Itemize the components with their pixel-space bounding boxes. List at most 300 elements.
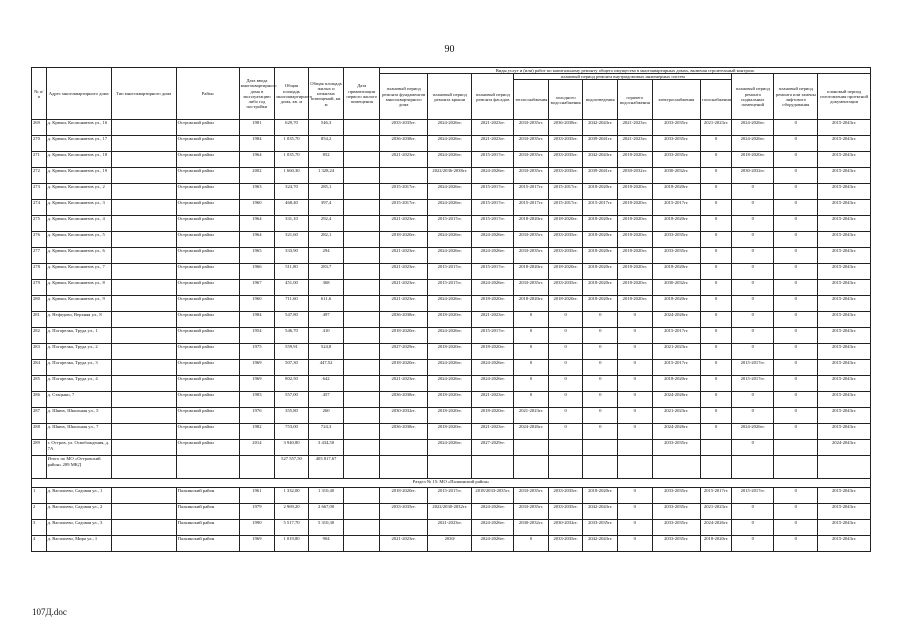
header-roof: плановый период ремонта крыши — [428, 74, 472, 120]
cell-base: 0 — [732, 232, 774, 248]
cell-type — [111, 120, 176, 136]
cell-roof: 2018-2020гг. — [428, 312, 472, 328]
cell-elec: 2033-2035гг. — [652, 440, 700, 456]
cell-sew: 2033-2035гг. — [583, 520, 618, 536]
cell-hot: 2018-2020гг. — [618, 152, 653, 168]
cell-cold: 0 — [548, 392, 583, 408]
cell-a1: 355,80 — [275, 408, 309, 424]
cell-cold: 0 — [548, 344, 583, 360]
header-facade: плановый период ремонта фасадов — [472, 74, 514, 120]
cell-addr: д. Крюки, Космонавтов ул., 19 — [46, 168, 111, 184]
cell-fac: 2018-2020гг. — [472, 296, 514, 312]
cell-n: 284 — [32, 360, 47, 376]
cell-year: 1983 — [239, 392, 275, 408]
table-row — [32, 488, 871, 504]
cell-docs: 2015-2043гг. — [818, 232, 871, 248]
cell-heat: 2015-2017гг. — [514, 200, 549, 216]
cell-elec: 2033-2035гг. — [652, 152, 700, 168]
cell-type — [111, 280, 176, 296]
cell-a1: 511,80 — [275, 264, 309, 280]
cell-hot: 2018-2020гг. — [618, 248, 653, 264]
cell-fac: 2024-2026гг. — [472, 536, 514, 552]
cell-docs: 2015-2043гг. — [818, 360, 871, 376]
cell-a2: 260 — [308, 408, 344, 424]
cell-fund: 2018-2020гг. — [380, 488, 428, 504]
cell-type — [111, 232, 176, 248]
cell-addr: д. Шнюх, Школьная ул., 7 — [46, 424, 111, 440]
cell-type — [111, 248, 176, 264]
cell-priv — [344, 136, 380, 152]
cell-dist: Островский район — [176, 184, 239, 200]
cell-heat: 2030-2032гг. — [514, 520, 549, 536]
cell-heat: 0 — [514, 360, 549, 376]
cell-fac: 2015-2017гг. — [472, 200, 514, 216]
cell-gas: 0 — [700, 136, 731, 152]
table-body-palkino — [32, 488, 871, 552]
cell-roof: 2024-2026гг. — [428, 232, 472, 248]
cell-lift: 0 — [774, 136, 818, 152]
cell-docs: 2015-2043гг. — [818, 328, 871, 344]
cell-priv — [344, 216, 380, 232]
cell-elec: 2033-2035гг. — [652, 536, 700, 552]
cell-docs: 2015-2043гг. — [818, 376, 871, 392]
cell-gas: 0 — [700, 152, 731, 168]
table-row — [32, 504, 871, 520]
cell-gas: 2021-2023гг. — [700, 504, 731, 520]
cell-fund: 2033-2035гг. — [380, 120, 428, 136]
cell-a2: 294 — [308, 248, 344, 264]
table-row — [32, 312, 871, 328]
cell-gas: 0 — [700, 424, 731, 440]
cell-fund: 2021-2023гг. — [380, 280, 428, 296]
cell-n: 288 — [32, 424, 47, 440]
cell-hot: 2018-2020гг. — [618, 232, 653, 248]
cell-sew: 2018-2020гг. — [583, 184, 618, 200]
cell-gas: 2015-2017гг. — [700, 488, 731, 504]
header-elec: электроснабжения — [652, 80, 700, 120]
cell-year: 1964 — [239, 152, 275, 168]
cell-roof: 2024-2026гг. — [428, 184, 472, 200]
cell-n: 283 — [32, 344, 47, 360]
cell-dist: Палкинский район — [176, 520, 239, 536]
cell-a1: 507,30 — [275, 360, 309, 376]
cell-hot — [618, 440, 653, 456]
cell-sew: 0 — [583, 344, 618, 360]
cell-year: 1960 — [239, 200, 275, 216]
cell-hot: 0 — [618, 344, 653, 360]
cell-priv — [344, 232, 380, 248]
cell-base: 0 — [732, 184, 774, 200]
cell-addr: д. Погорелка, Труда ул., 4 — [46, 376, 111, 392]
cell-a1: 324,70 — [275, 184, 309, 200]
cell-priv — [344, 264, 380, 280]
cell-a1: 546,70 — [275, 328, 309, 344]
cell-year: 1963 — [239, 184, 275, 200]
cell-base: 2018-2020гг. — [732, 152, 774, 168]
cell-gas: 0 — [700, 408, 731, 424]
cell-lift: 0 — [774, 168, 818, 184]
cell-docs: 2024-2043гг. — [818, 440, 871, 456]
cell-heat: 0 — [514, 328, 549, 344]
cell-sew: 2039-2041гг. — [583, 136, 618, 152]
cell-lift: 0 — [774, 184, 818, 200]
cell-dist: Островский район — [176, 392, 239, 408]
cell-heat: 2033-2035гг. — [514, 136, 549, 152]
cell-gas: 2018-2020гг. — [700, 536, 731, 552]
cell-cold: 0 — [548, 424, 583, 440]
cell-cold: 0 — [548, 360, 583, 376]
cell-base: 0 — [732, 504, 774, 520]
cell-addr: д. Васильево, Мира ул., 1 — [46, 536, 111, 552]
table-row — [32, 328, 871, 344]
cell-priv — [344, 328, 380, 344]
cell-priv — [344, 536, 380, 552]
cell-base: 0 — [732, 312, 774, 328]
cell-sew — [583, 440, 618, 456]
cell-fac: 2021-2023гг. — [472, 136, 514, 152]
cell-dist: Островский район — [176, 120, 239, 136]
cell-docs: 2015-2043гг. — [818, 392, 871, 408]
cell-fund: 2015-2017гг. — [380, 184, 428, 200]
cell-n: 269 — [32, 120, 47, 136]
header-living-area: Общая площадь жилых и нежилых помещений, кв. м — [308, 68, 344, 120]
cell-a2: 368 — [308, 280, 344, 296]
cell-type — [111, 296, 176, 312]
cell-elec: 2033-2035гг. — [652, 232, 700, 248]
cell-addr: д. Васильево, Садовая ул., 1 — [46, 488, 111, 504]
total-living-area: 405 817,67 — [308, 456, 344, 479]
cell-addr: д. Крюки, Космонавтов ул., 3 — [46, 200, 111, 216]
cell-base: 0 — [732, 408, 774, 424]
cell-fac: 2024-2026гг. — [472, 248, 514, 264]
cell-priv — [344, 200, 380, 216]
cell-sew: 2018-2020гг. — [583, 216, 618, 232]
cell-cold: 2033-2035гг. — [548, 152, 583, 168]
cell-fac: 2024-2026гг. — [472, 504, 514, 520]
cell-hot: 0 — [618, 376, 653, 392]
table-row — [32, 216, 871, 232]
cell-sew: 0 — [583, 424, 618, 440]
cell-fund: 2021-2023гг. — [380, 216, 428, 232]
cell-heat: 2015-2017гг. — [514, 184, 549, 200]
cell-roof: 2024-2026гг. — [428, 248, 472, 264]
cell-addr: д. Крюки, Космонавтов ул., 7 — [46, 264, 111, 280]
cell-roof: 2024-2026гг. — [428, 440, 472, 456]
cell-base: 2015-2017гг. — [732, 360, 774, 376]
cell-a1: 321,60 — [275, 232, 309, 248]
cell-n: 271 — [32, 152, 47, 168]
cell-n: 276 — [32, 232, 47, 248]
cell-a1: 559,91 — [275, 344, 309, 360]
cell-lift: 0 — [774, 504, 818, 520]
table-row — [32, 408, 871, 424]
header-basement: плановый период ремонта подвальных помещений — [732, 74, 774, 120]
cell-type — [111, 136, 176, 152]
cell-lift: 0 — [774, 200, 818, 216]
cell-heat — [514, 440, 549, 456]
cell-a2: 282,1 — [308, 232, 344, 248]
table-row — [32, 440, 871, 456]
cell-sew: 2018-2020гг. — [583, 232, 618, 248]
capital-repair-table-wrapper — [31, 67, 871, 552]
cell-dist: Островский район — [176, 408, 239, 424]
cell-heat: 0 — [514, 312, 549, 328]
cell-n: 275 — [32, 216, 47, 232]
cell-dist: Островский район — [176, 216, 239, 232]
cell-a1: 547,80 — [275, 312, 309, 328]
cell-cold: 0 — [548, 376, 583, 392]
cell-elec: 2018-2020гг. — [652, 216, 700, 232]
table-row — [32, 520, 871, 536]
cell-fac: 2024-2026гг. — [472, 376, 514, 392]
header-sewer: водоотведения — [583, 80, 618, 120]
cell-sew: 2018-2020гг. — [583, 280, 618, 296]
cell-heat: 2018-2020гг. — [514, 264, 549, 280]
cell-fac: 2021-2023гг. — [472, 120, 514, 136]
cell-fund — [380, 520, 428, 536]
cell-priv — [344, 424, 380, 440]
cell-sew: 0 — [583, 376, 618, 392]
cell-type — [111, 200, 176, 216]
cell-docs: 2015-2043гг. — [818, 424, 871, 440]
cell-a1: 1 035,70 — [275, 136, 309, 152]
cell-base: 0 — [732, 520, 774, 536]
cell-base: 2024-2026гг. — [732, 136, 774, 152]
header-district: Район — [176, 68, 239, 120]
cell-sew: 0 — [583, 360, 618, 376]
cell-base: 2024-2026гг. — [732, 424, 774, 440]
cell-elec: 2018-2020гг. — [652, 184, 700, 200]
cell-base: 2024-2026гг. — [732, 120, 774, 136]
cell-addr: д. Крюки, Космонавтов ул., 16 — [46, 120, 111, 136]
cell-fac: 2021-2023гг. — [472, 392, 514, 408]
cell-sew: 2015-2017гг. — [583, 200, 618, 216]
cell-year: 1982 — [239, 424, 275, 440]
cell-priv — [344, 248, 380, 264]
cell-docs: 2015-2043гг. — [818, 152, 871, 168]
cell-n: 287 — [32, 408, 47, 424]
cell-priv — [344, 504, 380, 520]
cell-a2: 2 667,00 — [308, 504, 344, 520]
cell-elec: 2024-2026гг. — [652, 312, 700, 328]
cell-priv — [344, 312, 380, 328]
cell-fac: 2015-2017гг. — [472, 216, 514, 232]
cell-cold: 2015-2017гг. — [548, 184, 583, 200]
cell-year: 1961 — [239, 488, 275, 504]
cell-gas: 0 — [700, 392, 731, 408]
cell-hot: 0 — [618, 408, 653, 424]
cell-roof: 2022/2030-2032гг. — [428, 504, 472, 520]
cell-year: 1981 — [239, 120, 275, 136]
cell-addr: д. Нефедово, Верхняя ул., 8 — [46, 312, 111, 328]
cell-fund: 2036-2038гг. — [380, 392, 428, 408]
cell-n: 272 — [32, 168, 47, 184]
cell-a2: 3 434,50 — [308, 440, 344, 456]
cell-a2: 285,1 — [308, 184, 344, 200]
cell-a1: 1 332,00 — [275, 488, 309, 504]
cell-lift: 0 — [774, 312, 818, 328]
cell-a1: 468,40 — [275, 200, 309, 216]
cell-fac: 2024-2026гг. — [472, 232, 514, 248]
cell-a1: 711,60 — [275, 296, 309, 312]
cell-lift: 0 — [774, 280, 818, 296]
cell-base: 0 — [732, 328, 774, 344]
cell-year: 1964 — [239, 232, 275, 248]
cell-cold: 0 — [548, 408, 583, 424]
cell-addr: д. Крюки, Космонавтов ул., 8 — [46, 280, 111, 296]
cell-fund: 2027-2029гг. — [380, 344, 428, 360]
cell-n: 3 — [32, 520, 47, 536]
cell-fac: 2018-2020гг. — [472, 344, 514, 360]
cell-heat: 0 — [514, 376, 549, 392]
cell-cold: 2018-2020гг. — [548, 264, 583, 280]
cell-a2: 852 — [308, 152, 344, 168]
cell-hot: 2018-2020гг. — [618, 216, 653, 232]
cell-n: 4 — [32, 536, 47, 552]
cell-a1: 333,90 — [275, 248, 309, 264]
cell-elec: 2033-2035гг. — [652, 504, 700, 520]
cell-addr: д. Погорелка, Труда ул., 1 — [46, 328, 111, 344]
cell-lift: 0 — [774, 232, 818, 248]
header-hot: горячего водоснабжения — [618, 80, 653, 120]
cell-docs: 2015-2043гг. — [818, 120, 871, 136]
cell-dist: Палкинский район — [176, 504, 239, 520]
cell-type — [111, 360, 176, 376]
cell-hot: 0 — [618, 312, 653, 328]
cell-heat: 0 — [514, 536, 549, 552]
cell-dist: Островский район — [176, 280, 239, 296]
cell-fund — [380, 168, 428, 184]
table-row — [32, 360, 871, 376]
table-row — [32, 264, 871, 280]
cell-fac: 2024-2026гг. — [472, 168, 514, 184]
cell-cold: 2033-2035гг. — [548, 248, 583, 264]
cell-heat: 2033-2035гг. — [514, 280, 549, 296]
cell-fac: 2024-2026гг. — [472, 360, 514, 376]
total-area: 527 557,50 — [275, 456, 309, 479]
cell-elec: 2030-2032гг. — [652, 280, 700, 296]
cell-cold: 2018-2020гг. — [548, 296, 583, 312]
cell-sew: 2018-2020гг. — [583, 248, 618, 264]
cell-a1: 1 035,70 — [275, 152, 309, 168]
cell-a1: 557,00 — [275, 392, 309, 408]
header-heat: теплоснабжения — [514, 80, 549, 120]
cell-lift: 0 — [774, 248, 818, 264]
cell-elec: 2033-2035гг. — [652, 136, 700, 152]
cell-hot: 0 — [618, 536, 653, 552]
cell-n: 280 — [32, 296, 47, 312]
cell-fund: 2021-2023гг. — [380, 152, 428, 168]
cell-year: 1969 — [239, 376, 275, 392]
cell-priv — [344, 488, 380, 504]
cell-sew: 0 — [583, 328, 618, 344]
cell-n: 1 — [32, 488, 47, 504]
cell-heat: 2024-2026гг. — [514, 424, 549, 440]
cell-lift: 0 — [774, 408, 818, 424]
cell-type — [111, 376, 176, 392]
cell-fund: 2018-2020гг. — [380, 232, 428, 248]
cell-n: 279 — [32, 280, 47, 296]
cell-a2: 447,52 — [308, 360, 344, 376]
cell-a2: 457 — [308, 392, 344, 408]
cell-gas: 0 — [700, 328, 731, 344]
footer-filename: 107Д.doc — [32, 607, 67, 617]
cell-n: 277 — [32, 248, 47, 264]
cell-hot: 0 — [618, 424, 653, 440]
cell-n: 282 — [32, 328, 47, 344]
cell-docs: 2015-2043гг. — [818, 520, 871, 536]
cell-year: 1967 — [239, 280, 275, 296]
cell-hot: 2021-2023гг. — [618, 136, 653, 152]
cell-addr: д. Крюки, Космонавтов ул., 2 — [46, 184, 111, 200]
cell-a2: 642 — [308, 376, 344, 392]
cell-fund: 2036-2038гг. — [380, 136, 428, 152]
cell-year: 1969 — [239, 536, 275, 552]
cell-docs: 2015-2043гг. — [818, 344, 871, 360]
cell-docs: 2015-2043гг. — [818, 408, 871, 424]
cell-priv — [344, 280, 380, 296]
cell-cold: 2033-2035гг. — [548, 536, 583, 552]
cell-addr: д. Крюки, Космонавтов ул., 17 — [46, 136, 111, 152]
cell-dist: Островский район — [176, 360, 239, 376]
cell-heat: 0 — [514, 392, 549, 408]
cell-a2: 524,8 — [308, 344, 344, 360]
header-docs: плановый период изготовления проектной документации — [818, 74, 871, 120]
cell-fund: 2036-2038гг. — [380, 312, 428, 328]
cell-elec: 2033-2035гг. — [652, 248, 700, 264]
capital-repair-table — [31, 67, 871, 552]
cell-sew: 2018-2020гг. — [583, 264, 618, 280]
cell-cold: 2033-2035гг. — [548, 168, 583, 184]
cell-docs: 2015-2043гг. — [818, 504, 871, 520]
cell-a1: 802,50 — [275, 376, 309, 392]
cell-year: 1990 — [239, 520, 275, 536]
cell-heat: 0 — [514, 344, 549, 360]
cell-fund: 2033-2035гг. — [380, 504, 428, 520]
cell-cold: 2033-2035гг. — [548, 504, 583, 520]
header-no: № п/п — [32, 68, 47, 120]
cell-priv — [344, 392, 380, 408]
cell-base: 0 — [732, 392, 774, 408]
cell-fund: 2018-2020гг. — [380, 360, 428, 376]
cell-dist: Островский район — [176, 328, 239, 344]
cell-docs: 2015-2043гг. — [818, 280, 871, 296]
cell-dist: Палкинский район — [176, 488, 239, 504]
cell-docs: 2015-2043гг. — [818, 136, 871, 152]
cell-heat: 2018-2020гг. — [514, 296, 549, 312]
cell-roof: 2024-2026гг. — [428, 328, 472, 344]
cell-sew: 2039-2041гг. — [583, 168, 618, 184]
cell-base: 2015-2017гг. — [732, 376, 774, 392]
cell-heat: 2033-2035гг. — [514, 488, 549, 504]
cell-a2: 1 310,40 — [308, 488, 344, 504]
cell-elec: 2015-2017гг. — [652, 360, 700, 376]
cell-hot: 2018-2020гг. — [618, 280, 653, 296]
cell-gas: 0 — [700, 264, 731, 280]
cell-cold: 2033-2035гг. — [548, 488, 583, 504]
cell-a2: 292,4 — [308, 216, 344, 232]
cell-year: 1979 — [239, 504, 275, 520]
cell-docs: 2015-2043гг. — [818, 488, 871, 504]
header-cold: холодного водоснабжения — [548, 80, 583, 120]
cell-a2: 5 310,30 — [308, 520, 344, 536]
cell-a2: 497 — [308, 312, 344, 328]
cell-base: 0 — [732, 440, 774, 456]
cell-lift: 0 — [774, 392, 818, 408]
cell-cold: 2018-2020гг. — [548, 216, 583, 232]
cell-a2: 397,4 — [308, 200, 344, 216]
cell-n: 278 — [32, 264, 47, 280]
